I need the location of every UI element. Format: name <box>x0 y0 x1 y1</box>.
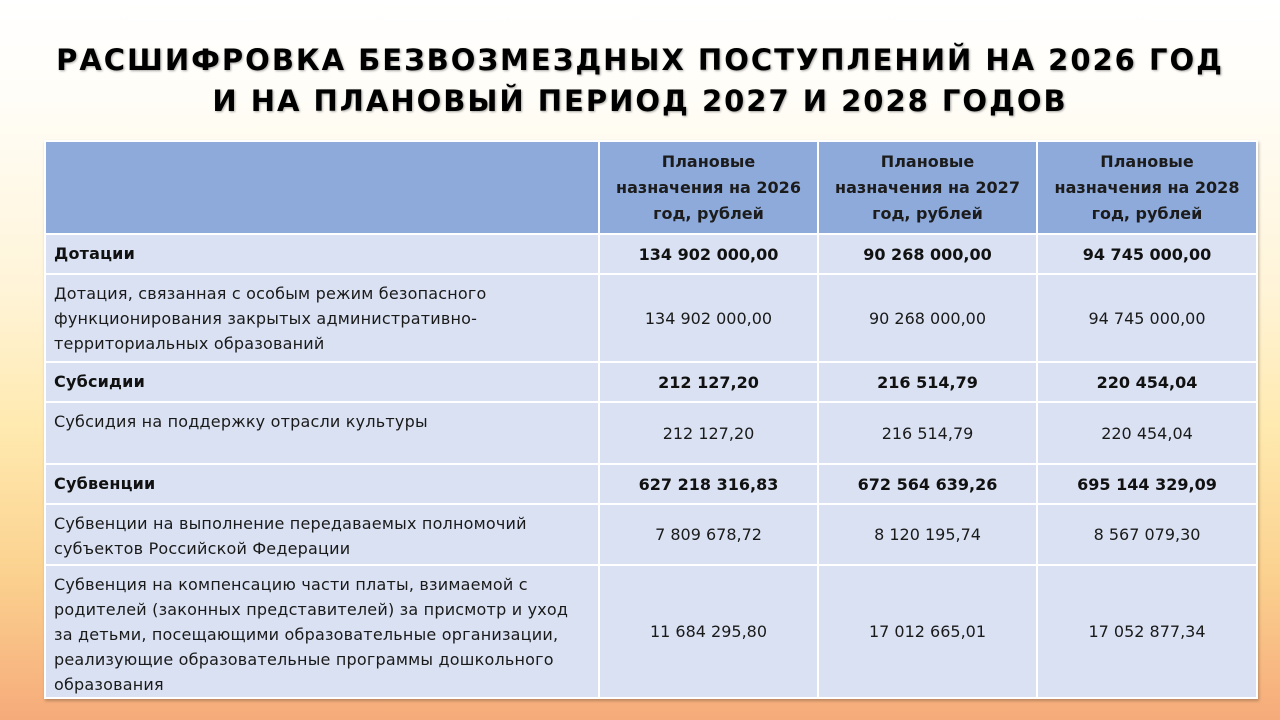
value-2028: 94 745 000,00 <box>1037 274 1257 362</box>
row-name: Дотация, связанная с особым режим безопасного функционирования закрытых административно-территориальных образований <box>45 274 599 362</box>
row-name: Субвенция на компенсацию части платы, взимаемой с родителей (законных представителей) за присмотр и уход за детьми, посещающими образовательные организации, реализующие образовательные программы дошкольного образования <box>45 565 599 698</box>
table-row <box>45 274 1257 362</box>
value-2027: 216 514,79 <box>818 402 1037 464</box>
value-2028: 8 567 079,30 <box>1037 504 1257 565</box>
table-body <box>45 234 1257 698</box>
header-2028: Плановые назначения на 2028 год, рублей <box>1037 141 1257 234</box>
table-row <box>45 565 1257 698</box>
header-2027: Плановые назначения на 2027 год, рублей <box>818 141 1037 234</box>
value-2026: 134 902 000,00 <box>599 274 818 362</box>
table-header <box>45 141 1257 234</box>
value-2026: 134 902 000,00 <box>599 234 818 274</box>
table-row <box>45 402 1257 464</box>
header-name-cell <box>45 141 599 234</box>
value-2027: 90 268 000,00 <box>818 234 1037 274</box>
title-line-2: И НА ПЛАНОВЫЙ ПЕРИОД 2027 И 2028 ГОДОВ <box>212 84 1068 118</box>
header-row <box>45 141 1257 234</box>
row-name: Субсидии <box>45 362 599 402</box>
value-2027: 90 268 000,00 <box>818 274 1037 362</box>
row-name: Субсидия на поддержку отрасли культуры <box>45 402 599 464</box>
table-row <box>45 504 1257 565</box>
value-2028: 220 454,04 <box>1037 402 1257 464</box>
header-2026: Плановые назначения на 2026 год, рублей <box>599 141 818 234</box>
value-2026: 627 218 316,83 <box>599 464 818 504</box>
row-name: Субвенции на выполнение передаваемых полномочий субъектов Российской Федерации <box>45 504 599 565</box>
row-name: Дотации <box>45 234 599 274</box>
slide-title <box>0 40 1280 122</box>
value-2028: 695 144 329,09 <box>1037 464 1257 504</box>
value-2026: 212 127,20 <box>599 402 818 464</box>
value-2027: 17 012 665,01 <box>818 565 1037 698</box>
value-2028: 17 052 877,34 <box>1037 565 1257 698</box>
table-row <box>45 464 1257 504</box>
value-2028: 94 745 000,00 <box>1037 234 1257 274</box>
title-line-1: РАСШИФРОВКА БЕЗВОЗМЕЗДНЫХ ПОСТУПЛЕНИЙ НА 2026 ГОД <box>56 43 1224 77</box>
value-2027: 216 514,79 <box>818 362 1037 402</box>
value-2026: 7 809 678,72 <box>599 504 818 565</box>
value-2027: 672 564 639,26 <box>818 464 1037 504</box>
row-name: Субвенции <box>45 464 599 504</box>
revenue-table <box>44 140 1258 699</box>
value-2027: 8 120 195,74 <box>818 504 1037 565</box>
value-2026: 11 684 295,80 <box>599 565 818 698</box>
value-2026: 212 127,20 <box>599 362 818 402</box>
table-row <box>45 234 1257 274</box>
table-row <box>45 362 1257 402</box>
value-2028: 220 454,04 <box>1037 362 1257 402</box>
